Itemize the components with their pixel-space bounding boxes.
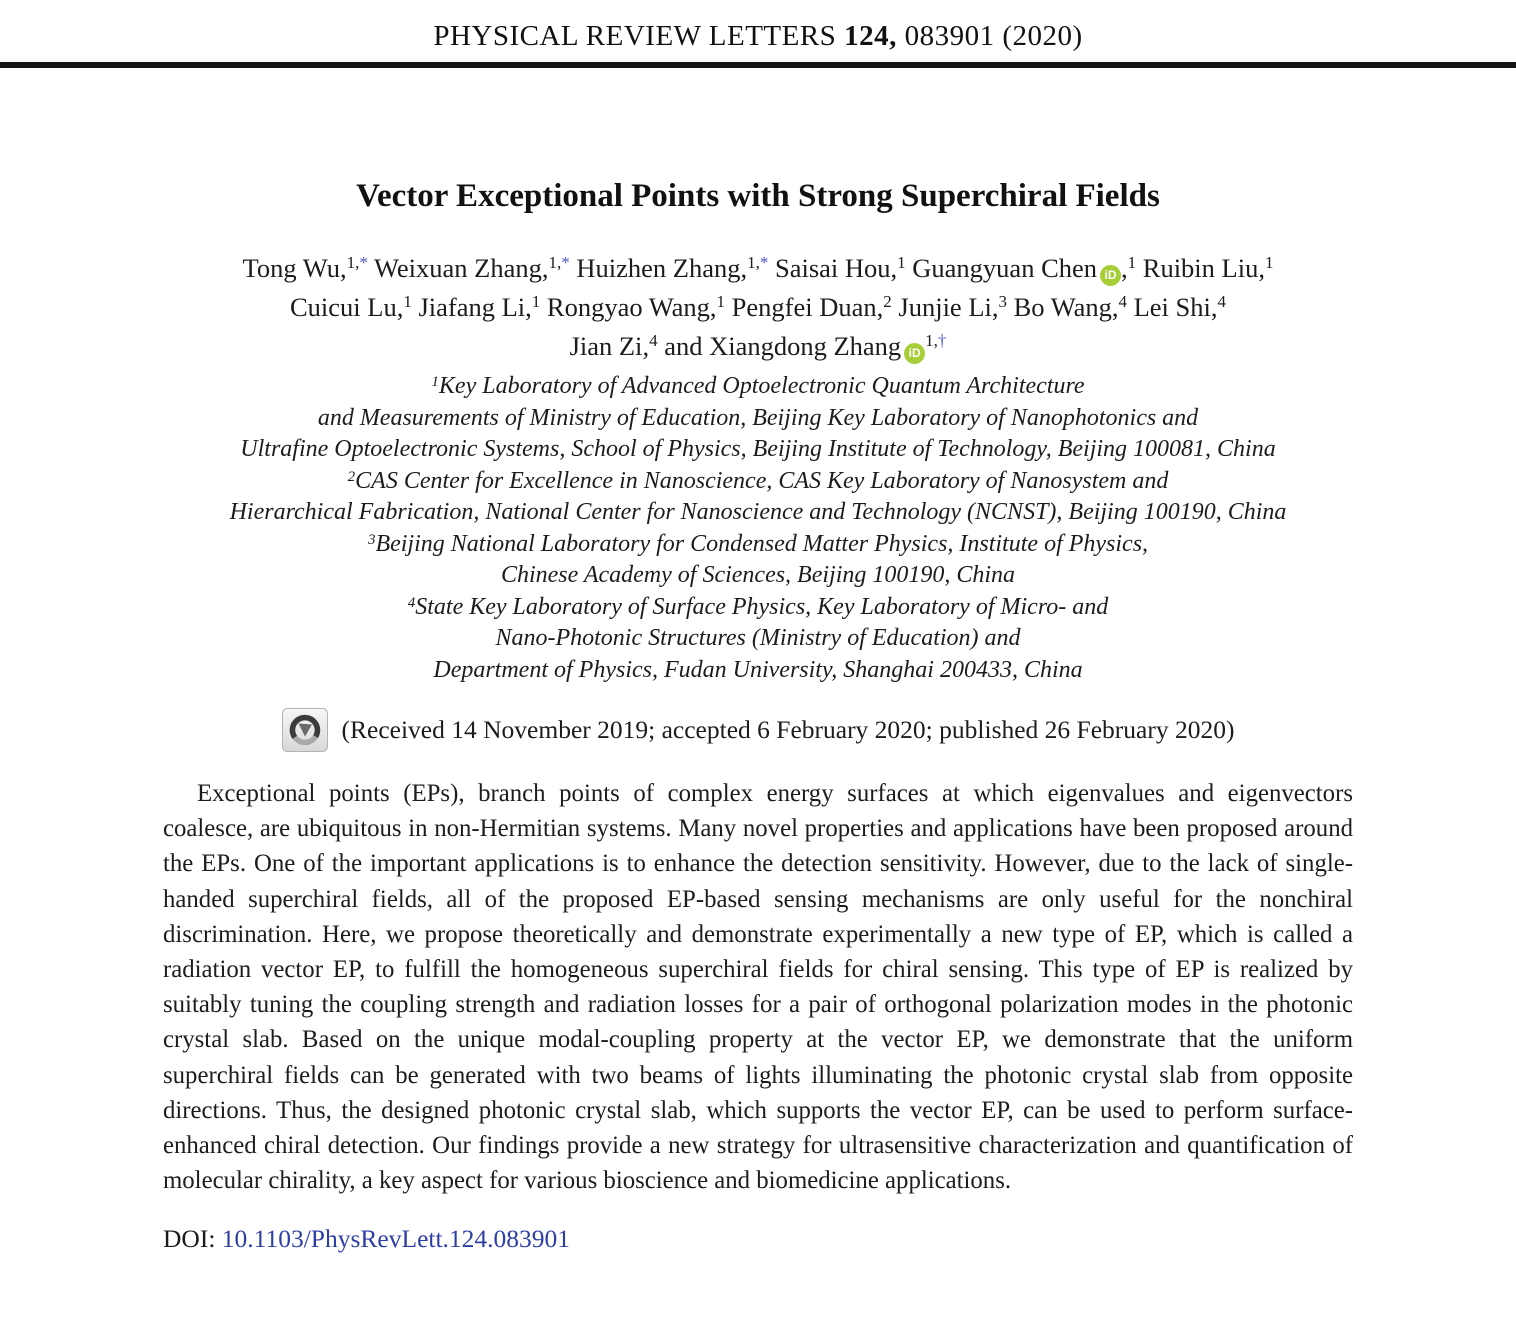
author-name: Pengfei Duan — [731, 292, 877, 322]
footnote-marker-link[interactable]: † — [937, 330, 947, 350]
affiliations-block — [0, 371, 1516, 686]
affiliation-text: Key Laboratory of Advanced Optoelectronic Quantum Architecture — [438, 373, 1085, 399]
author-affiliation-ref — [747, 253, 768, 272]
affiliation-line — [0, 623, 1516, 655]
affiliation-line — [0, 371, 1516, 403]
affiliation-line — [0, 592, 1516, 624]
received-row — [0, 708, 1516, 752]
author-affiliation-ref — [649, 331, 658, 350]
author-separator: , — [541, 253, 549, 283]
affiliation-number: 1 — [403, 291, 412, 311]
crossmark-icon[interactable] — [282, 708, 328, 752]
author-conjunction: and — [664, 331, 710, 361]
author-affiliation-ref — [532, 292, 541, 311]
affiliation-text: Hierarchical Fabrication, National Center for Nanoscience and Technology (NCNST), Beijing 100190, China — [229, 499, 1287, 525]
author-separator: , — [525, 292, 532, 322]
affiliation-number: 1 — [431, 374, 439, 391]
author-affiliation-ref — [1128, 253, 1137, 272]
paper-title: Vector Exceptional Points with Strong Superchiral Fields — [356, 178, 1160, 214]
affiliation-line — [0, 655, 1516, 687]
affiliation-number: 2 — [347, 468, 356, 485]
author-separator: , — [1210, 292, 1218, 322]
author-name: Lei Shi — [1133, 292, 1211, 322]
author-name: Tong Wu — [242, 253, 340, 283]
affiliation-text: State Key Laboratory of Surface Physics, Key Laboratory of Micro- and — [415, 593, 1109, 620]
affiliation-number: 4 — [649, 330, 658, 350]
affiliation-line — [0, 434, 1516, 466]
affiliation-text: Nano-Photonic Structures (Ministry of Education) and — [495, 625, 1021, 651]
affiliation-number: 1, — [548, 252, 562, 272]
author-affiliation-ref — [999, 292, 1008, 311]
doi-label: DOI: — [163, 1224, 216, 1254]
affiliation-number: 1, — [747, 252, 760, 272]
author-affiliation-ref — [1118, 292, 1127, 311]
affiliation-text: Ultrafine Optoelectronic Systems, School of Physics, Beijing Institute of Technology, Beijing 100081, China — [240, 436, 1276, 462]
affiliation-line — [0, 403, 1516, 435]
author-affiliation-ref — [403, 292, 412, 311]
journal-header — [0, 0, 1516, 53]
footnote-marker-link[interactable]: * — [561, 252, 570, 272]
author-affiliation-ref — [1218, 292, 1227, 311]
author-separator: , — [709, 292, 717, 322]
author-name: Jian Zi — [569, 331, 643, 361]
author-line — [0, 327, 1516, 366]
affiliation-line — [0, 466, 1516, 498]
author-separator: , — [890, 253, 898, 283]
footnote-marker-link[interactable]: * — [359, 252, 368, 272]
affiliation-number: 1 — [531, 291, 541, 311]
author-separator: , — [991, 292, 999, 322]
affiliation-text: Chinese Academy of Sciences, Beijing 100190, China — [500, 562, 1016, 588]
orcid-icon[interactable]: iD — [904, 343, 925, 364]
author-name: Cuicui Lu — [289, 292, 397, 322]
author-name: Saisai Hou — [774, 253, 891, 283]
author-line — [0, 288, 1516, 327]
author-separator: , — [1258, 253, 1265, 283]
author-affiliation-ref — [548, 253, 569, 272]
author-separator: , — [876, 292, 884, 322]
author-affiliation-ref — [925, 331, 946, 350]
author-name: Weixuan Zhang — [374, 253, 542, 283]
journal-issue-info: 083901 (2020) — [904, 20, 1083, 52]
author-name: Guangyuan Chen — [912, 253, 1098, 283]
footnote-marker-link[interactable]: * — [759, 252, 769, 272]
author-separator: , — [396, 292, 404, 322]
affiliation-line — [0, 560, 1516, 592]
abstract-text: Exceptional points (EPs), branch points of complex energy surfaces at which eigenvalues and eigenvectors coalesce, are ubiquitous in non-Hermitian systems. Many novel properties and applications have been proposed around the EPs. One of the important applications is to enhance the detection sensitivity. However, due to the lack of single-handed superchiral fields, all of the proposed EP-based sensing mechanisms are only useful for the nonchiral discrimination. Here, we propose theoretically and demonstrate experimentally a new type of EP, which is called a radiation vector EP, to fulfill the homogeneous superchiral fields for chiral sensing. This type of EP is realized by suitably tuning the coupling strength and radiation losses for a pair of orthogonal polarization modes in the photonic crystal slab. Based on the unique modal-coupling property at the vector EP, we demonstrate that the uniform superchiral fields can be generated with two beams of lights illuminating the photonic crystal slab from opposite directions. Thus, the designed photonic crystal slab, which supports the vector EP, can be used to perform surface-enhanced chiral detection. Our findings provide a new strategy for ultrasensitive characterization and quantification of molecular chirality, a key aspect for various bioscience and biomedicine applications. — [163, 780, 1353, 1195]
author-separator: , — [642, 331, 650, 361]
doi-link[interactable]: 10.1103/PhysRevLett.124.083901 — [221, 1224, 571, 1254]
author-affiliation-ref — [897, 253, 906, 272]
affiliation-number: 1, — [346, 252, 360, 272]
journal-volume: 124, — [844, 20, 897, 52]
author-name: Junjie Li — [898, 292, 992, 322]
affiliation-number: 4 — [1217, 291, 1227, 311]
affiliation-line — [0, 529, 1516, 561]
author-line — [0, 249, 1516, 288]
author-name: Huizhen Zhang — [576, 253, 741, 283]
affiliation-number: 4 — [1118, 291, 1127, 311]
affiliation-number: 3 — [367, 531, 376, 548]
author-affiliation-ref — [883, 292, 892, 311]
affiliation-number: 1, — [925, 330, 938, 350]
orcid-icon[interactable]: iD — [1100, 265, 1121, 286]
affiliation-number: 2 — [883, 291, 892, 311]
affiliation-text: Department of Physics, Fudan University, Shanghai 200433, China — [433, 656, 1083, 683]
affiliation-text: Beijing National Laboratory for Condensed Matter Physics, Institute of Physics, — [375, 530, 1149, 557]
received-text: (Received 14 November 2019; accepted 6 February 2020; published 26 February 2020) — [341, 715, 1235, 744]
affiliation-number: 1 — [897, 252, 906, 272]
affiliation-number: 4 — [407, 594, 416, 611]
author-name: Rongyao Wang — [546, 292, 710, 322]
affiliation-number: 3 — [998, 291, 1007, 311]
author-name: Xiangdong Zhang — [709, 331, 902, 361]
author-affiliation-ref — [1265, 253, 1274, 272]
author-separator: , — [339, 253, 347, 283]
affiliation-number: 1 — [716, 291, 726, 311]
author-affiliation-ref — [347, 253, 368, 272]
affiliation-number: 1 — [1264, 252, 1274, 272]
journal-name: PHYSICAL REVIEW LETTERS — [433, 20, 837, 52]
affiliation-number: 1 — [1127, 252, 1137, 272]
doi-line — [163, 1224, 1353, 1254]
affiliation-text: and Measurements of Ministry of Education, Beijing Key Laboratory of Nanophotonics and — [317, 404, 1199, 431]
author-separator: , — [1111, 292, 1119, 322]
author-name: Bo Wang — [1013, 292, 1112, 322]
author-affiliation-ref — [717, 292, 726, 311]
affiliation-line — [0, 497, 1516, 529]
affiliation-text: CAS Center for Excellence in Nanoscience, CAS Key Laboratory of Nanosystem and — [355, 467, 1169, 494]
header-rule — [0, 62, 1516, 68]
author-name: Ruibin Liu — [1142, 253, 1259, 283]
author-name: Jiafang Li — [418, 292, 526, 322]
author-separator: , — [1121, 253, 1128, 283]
authors-block — [0, 249, 1516, 366]
author-separator: , — [740, 253, 748, 283]
